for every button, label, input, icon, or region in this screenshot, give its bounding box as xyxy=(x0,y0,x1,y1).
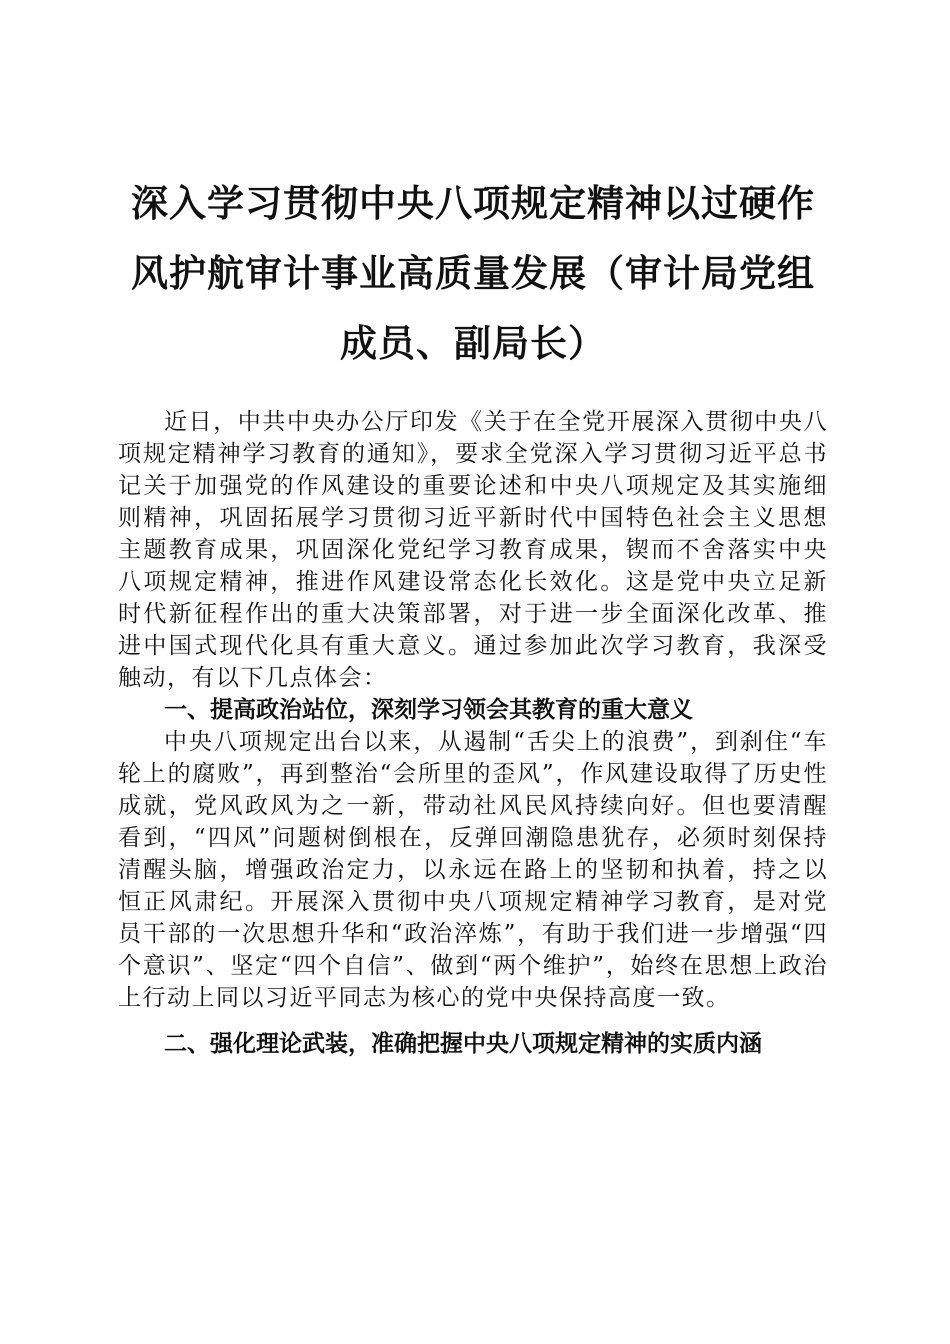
section-2-heading: 二、强化理论武装，准确把握中央八项规定精神的实质内涵 xyxy=(164,1031,762,1057)
intro-paragraph: 近日，中共中央办公厅印发《关于在全党开展深入贯彻中央八项规定精神学习教育的通知》，要求全党深入学习贯彻习近平总书记关于加强党的作风建设的重要论述和中央八项规定及其实施细则精神，巩固拓展学习贯彻习近平新时代中国特色社会主义思想主题教育成果，巩固深化党纪学习教育成果，锲而不舍落实中央八项规定精神，推进作风建设常态化长效化。这是党中央立足新时代新征程作出的重大决策部署，对于进一步全面深化改革、推进中国式现代化具有重大意义。通过参加此次学习教育，我深受触动，有以下几点体会： xyxy=(118,409,828,691)
section-1-heading: 一、提高政治站位，深刻学习领会其教育的重大意义 xyxy=(164,697,693,723)
document-page xyxy=(118,168,828,1064)
section-1-paragraph: 中央八项规定出台以来，从遏制“舌尖上的浪费”，到刹住“车轮上的腐败”，再到整治“会所里的歪风”，作风建设取得了历史性成就，党风政风为之一新，带动社风民风持续向好。但也要清醒看到，“四风”问题树倒根在，反弹回潮隐患犹存，必须时刻保持清醒头脑，增强政治定力，以永远在路上的坚韧和执着，持之以恒正风肃纪。开展深入贯彻中央八项规定精神学习教育，是对党员干部的一次思想升华和“政治淬炼”，有助于我们进一步增强“四个意识”、坚定“四个自信”、做到“两个维护”，始终在思想上政治上行动上同以习近平同志为核心的党中央保持高度一致。 xyxy=(118,729,828,1011)
document-title: 深入学习贯彻中央八项规定精神以过硬作风护航审计事业高质量发展（审计局党组成员、副局长） xyxy=(131,181,815,365)
